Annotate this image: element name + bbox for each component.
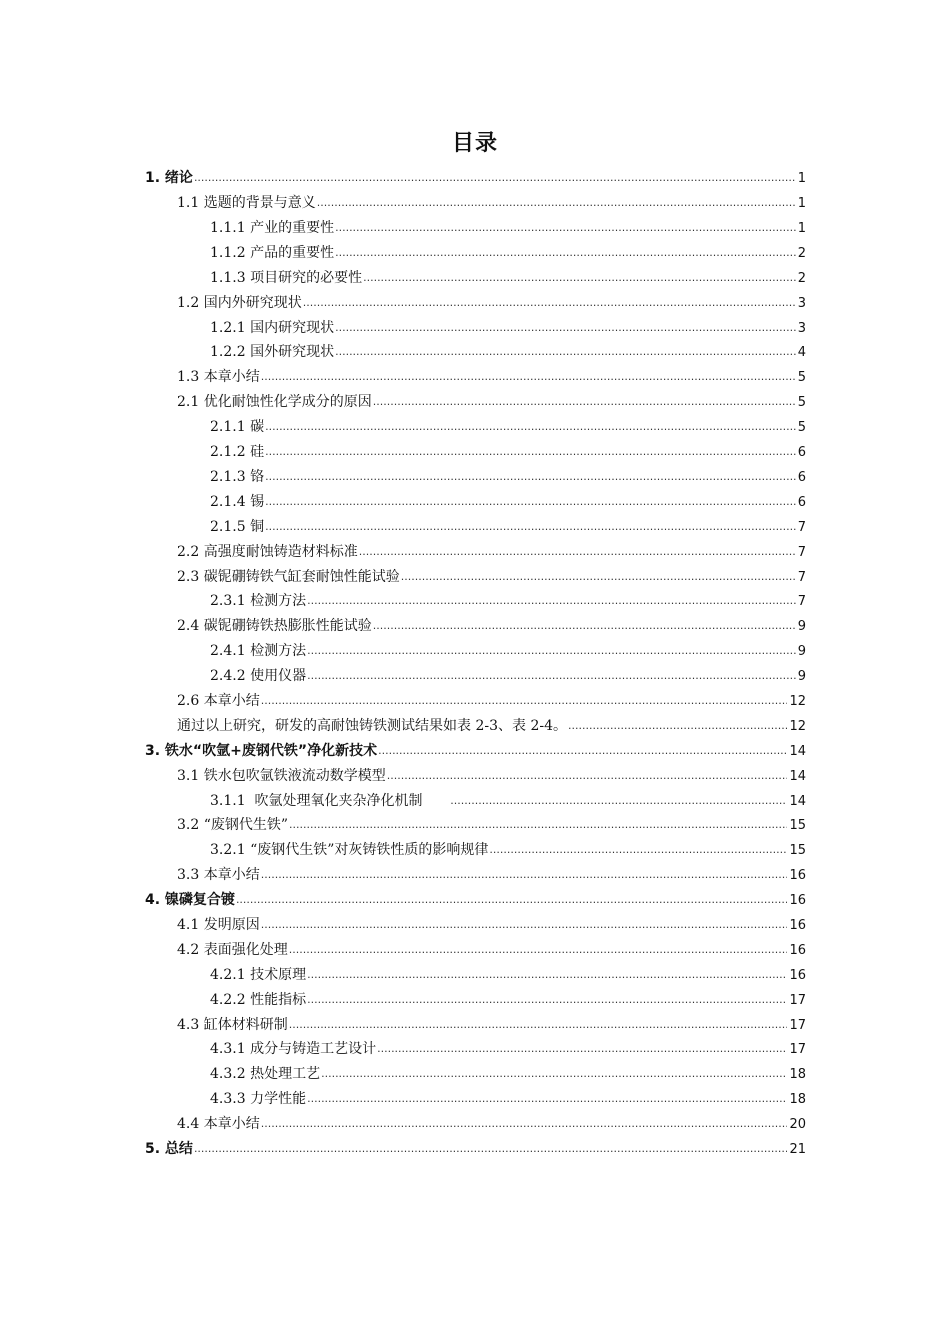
toc-entry-label: 3.2 “废钢代生铁” (177, 817, 289, 833)
toc-entry[interactable] (177, 813, 806, 837)
toc-entry-label: 4.4 本章小结 (177, 1116, 260, 1132)
toc-page-number: 9 (797, 644, 806, 659)
toc-entry[interactable] (177, 540, 806, 564)
toc-leader-dots (289, 1013, 788, 1037)
toc-leader-dots (261, 863, 788, 887)
toc-entry-label: 2.1.3 铬 (210, 469, 265, 485)
toc-entry[interactable] (177, 390, 806, 414)
toc-page-number: 14 (789, 744, 806, 759)
toc-entry[interactable] (210, 1037, 806, 1061)
toc-page-number: 18 (789, 1092, 806, 1107)
toc-entry-label: 1.2.1 国内研究现状 (210, 320, 335, 336)
toc-leader-dots (307, 589, 796, 613)
toc-entry[interactable] (210, 789, 806, 813)
toc-entry-label: 4.3.3 力学性能 (210, 1091, 307, 1107)
toc-leader-dots (387, 764, 788, 788)
toc-entry-label: 2.3.1 检测方法 (210, 593, 307, 609)
toc-leader-dots (261, 1112, 788, 1136)
toc-entry-label: 1.3 本章小结 (177, 369, 260, 385)
toc-page-number: 9 (797, 669, 806, 684)
toc-page-number: 2 (797, 271, 806, 286)
toc-entry-label: 2.1.1 碳 (210, 419, 265, 435)
toc-entry-label: 5. 总结 (145, 1141, 193, 1157)
toc-entry[interactable] (210, 1062, 806, 1086)
toc-leader-dots (335, 241, 796, 265)
toc-leader-dots (289, 813, 787, 837)
toc-entry[interactable] (177, 714, 806, 738)
toc-page-number: 15 (789, 818, 806, 833)
toc-entry[interactable] (210, 963, 806, 987)
toc-page-number: 9 (797, 619, 806, 634)
toc-entry-label: 1.1.2 产品的重要性 (210, 245, 335, 261)
toc-entry[interactable] (210, 1087, 806, 1111)
toc-entry-label: 4. 镍磷复合镀 (145, 892, 235, 908)
toc-page-number: 5 (797, 370, 806, 385)
toc-entry[interactable] (177, 863, 806, 887)
toc-leader-dots (317, 191, 796, 215)
toc-leader-dots (359, 540, 796, 564)
toc-leader-dots (401, 565, 796, 589)
toc-entry[interactable] (210, 316, 806, 340)
toc-page-number: 6 (797, 470, 806, 485)
toc-entry-label: 3.1 铁水包吹氩铁液流动数学模型 (177, 768, 386, 784)
toc-page-number: 21 (789, 1142, 806, 1157)
toc-entry-label: 2.2 高强度耐蚀铸造材料标准 (177, 544, 358, 560)
toc-entry[interactable] (177, 913, 806, 937)
toc-page-number: 6 (797, 445, 806, 460)
toc-entry[interactable] (210, 838, 806, 862)
toc-leader-dots (373, 614, 796, 638)
toc-entry-label: 3. 铁水“吹氩+废钢代铁”净化新技术 (145, 743, 378, 759)
toc-entry[interactable] (177, 365, 806, 389)
toc-leader-dots (194, 166, 796, 190)
toc-entry-label: 3.2.1 “废钢代生铁”对灰铸铁性质的影响规律 (210, 842, 489, 858)
toc-page-number: 3 (797, 321, 806, 336)
toc-entry-label: 4.3.1 成分与铸造工艺设计 (210, 1041, 377, 1057)
toc-leader-dots (378, 739, 787, 763)
toc-page-number: 12 (789, 719, 806, 734)
toc-leader-dots (265, 490, 796, 514)
toc-leader-dots (377, 1037, 787, 1061)
toc-leader-dots (307, 988, 787, 1012)
toc-entry-label: 2.1 优化耐蚀性化学成分的原因 (177, 394, 372, 410)
toc-entry[interactable] (210, 415, 806, 439)
toc-entry-label: 2.1.4 锡 (210, 494, 265, 510)
toc-entry[interactable] (177, 764, 806, 788)
toc-leader-dots (236, 888, 788, 912)
toc-entry-label: 3.3 本章小结 (177, 867, 260, 883)
toc-entry-label: 1.1 选题的背景与意义 (177, 195, 316, 211)
toc-page-number: 1 (797, 196, 806, 211)
toc-page-number: 20 (789, 1117, 806, 1132)
toc-entry-label: 4.3.2 热处理工艺 (210, 1066, 321, 1082)
toc-leader-dots (303, 291, 796, 315)
toc-entry-label: 4.1 发明原因 (177, 917, 260, 933)
toc-leader-dots (363, 266, 796, 290)
toc-page-number: 16 (789, 943, 806, 958)
toc-page-number: 5 (797, 395, 806, 410)
toc-entry-label: 2.4.1 检测方法 (210, 643, 307, 659)
toc-entry[interactable] (210, 490, 806, 514)
toc-entry[interactable] (210, 216, 806, 240)
toc-page-number: 14 (789, 794, 806, 809)
toc-leader-dots (450, 789, 787, 813)
toc-leader-dots (321, 1062, 787, 1086)
toc-entry-label: 2.3 碳铌硼铸铁气缸套耐蚀性能试验 (177, 569, 400, 585)
toc-leader-dots (261, 365, 796, 389)
toc-leader-dots (194, 1137, 788, 1161)
toc-leader-dots (265, 440, 796, 464)
toc-entry-label: 4.2.1 技术原理 (210, 967, 307, 983)
toc-entry[interactable] (210, 988, 806, 1012)
toc-leader-dots (289, 938, 788, 962)
toc-leader-dots (307, 639, 796, 663)
toc-leader-dots (568, 714, 787, 738)
toc-entry[interactable] (210, 465, 806, 489)
toc-page-number: 17 (789, 993, 806, 1008)
toc-leader-dots (335, 316, 796, 340)
toc-entry-label: 3.1.1 吹氩处理氧化夹杂净化机制 (210, 793, 450, 809)
toc-page-number: 16 (789, 893, 806, 908)
toc-entry[interactable] (210, 340, 806, 364)
toc-entry-label: 2.4.2 使用仪器 (210, 668, 307, 684)
toc-entry[interactable] (145, 1137, 806, 1161)
toc-page-number: 16 (789, 968, 806, 983)
toc-leader-dots (265, 415, 796, 439)
toc-page-number: 4 (797, 345, 806, 360)
toc-entry-label: 1.1.1 产业的重要性 (210, 220, 335, 236)
toc-leader-dots (335, 216, 796, 240)
toc-leader-dots (307, 664, 796, 688)
toc-page-number: 2 (797, 246, 806, 261)
toc-page-number: 3 (797, 296, 806, 311)
toc-entry[interactable] (210, 266, 806, 290)
toc-leader-dots (335, 340, 796, 364)
toc-entry-label: 4.2 表面强化处理 (177, 942, 288, 958)
toc-page-number: 15 (789, 843, 806, 858)
toc-entry-label: 4.3 缸体材料研制 (177, 1017, 288, 1033)
toc-entry[interactable] (210, 639, 806, 663)
toc-page-number: 7 (797, 594, 806, 609)
toc-entry-label: 2.4 碳铌硼铸铁热膨胀性能试验 (177, 618, 372, 634)
toc-leader-dots (489, 838, 787, 862)
toc-entry-label: 通过以上研究，研发的高耐蚀铸铁测试结果如表 2-3、表 2-4。 (177, 718, 567, 734)
toc-entry[interactable] (210, 664, 806, 688)
toc-entry-label: 4.2.2 性能指标 (210, 992, 307, 1008)
toc-leader-dots (307, 1087, 787, 1111)
toc-entry[interactable] (145, 888, 806, 912)
toc-page-number: 6 (797, 495, 806, 510)
toc-entry-label: 2.6 本章小结 (177, 693, 260, 709)
toc-leader-dots (265, 465, 796, 489)
toc-page-number: 16 (789, 918, 806, 933)
toc-page-number: 18 (789, 1067, 806, 1082)
toc-leader-dots (261, 689, 788, 713)
toc-entry[interactable] (177, 938, 806, 962)
toc-entry[interactable] (177, 614, 806, 638)
toc-entry[interactable] (145, 739, 806, 763)
toc-entry-label: 1. 绪论 (145, 170, 193, 186)
toc-page-number: 14 (789, 769, 806, 784)
toc-entry-label: 1.2.2 国外研究现状 (210, 344, 335, 360)
toc-entry-label: 1.2 国内外研究现状 (177, 295, 302, 311)
toc-page-number: 7 (797, 545, 806, 560)
toc-entry[interactable] (177, 191, 806, 215)
toc-entry[interactable] (210, 515, 806, 539)
toc-entry-label: 1.1.3 项目研究的必要性 (210, 270, 363, 286)
toc-page-number: 17 (789, 1042, 806, 1057)
toc-leader-dots (307, 963, 787, 987)
toc-entry[interactable] (210, 241, 806, 265)
toc-entry[interactable] (177, 689, 806, 713)
toc-page-number: 7 (797, 570, 806, 585)
page-title: 目录 (451, 131, 498, 156)
toc-entry[interactable] (210, 589, 806, 613)
toc-entry-label: 2.1.5 铜 (210, 519, 265, 535)
toc-page-number: 12 (789, 694, 806, 709)
toc-entry-label: 2.1.2 硅 (210, 444, 265, 460)
toc-entry[interactable] (145, 166, 806, 190)
toc-entry[interactable] (177, 291, 806, 315)
toc-entry[interactable] (210, 440, 806, 464)
toc-entry[interactable] (177, 1013, 806, 1037)
toc-leader-dots (265, 515, 796, 539)
toc-page-number: 16 (789, 868, 806, 883)
toc-leader-dots (261, 913, 788, 937)
toc-page-number: 5 (797, 420, 806, 435)
toc-entry[interactable] (177, 1112, 806, 1136)
toc-leader-dots (373, 390, 796, 414)
toc-page-number: 17 (789, 1018, 806, 1033)
toc-entry[interactable] (177, 565, 806, 589)
toc-page-number: 1 (797, 171, 806, 186)
toc-page-number: 1 (797, 221, 806, 236)
toc-page-number: 7 (797, 520, 806, 535)
